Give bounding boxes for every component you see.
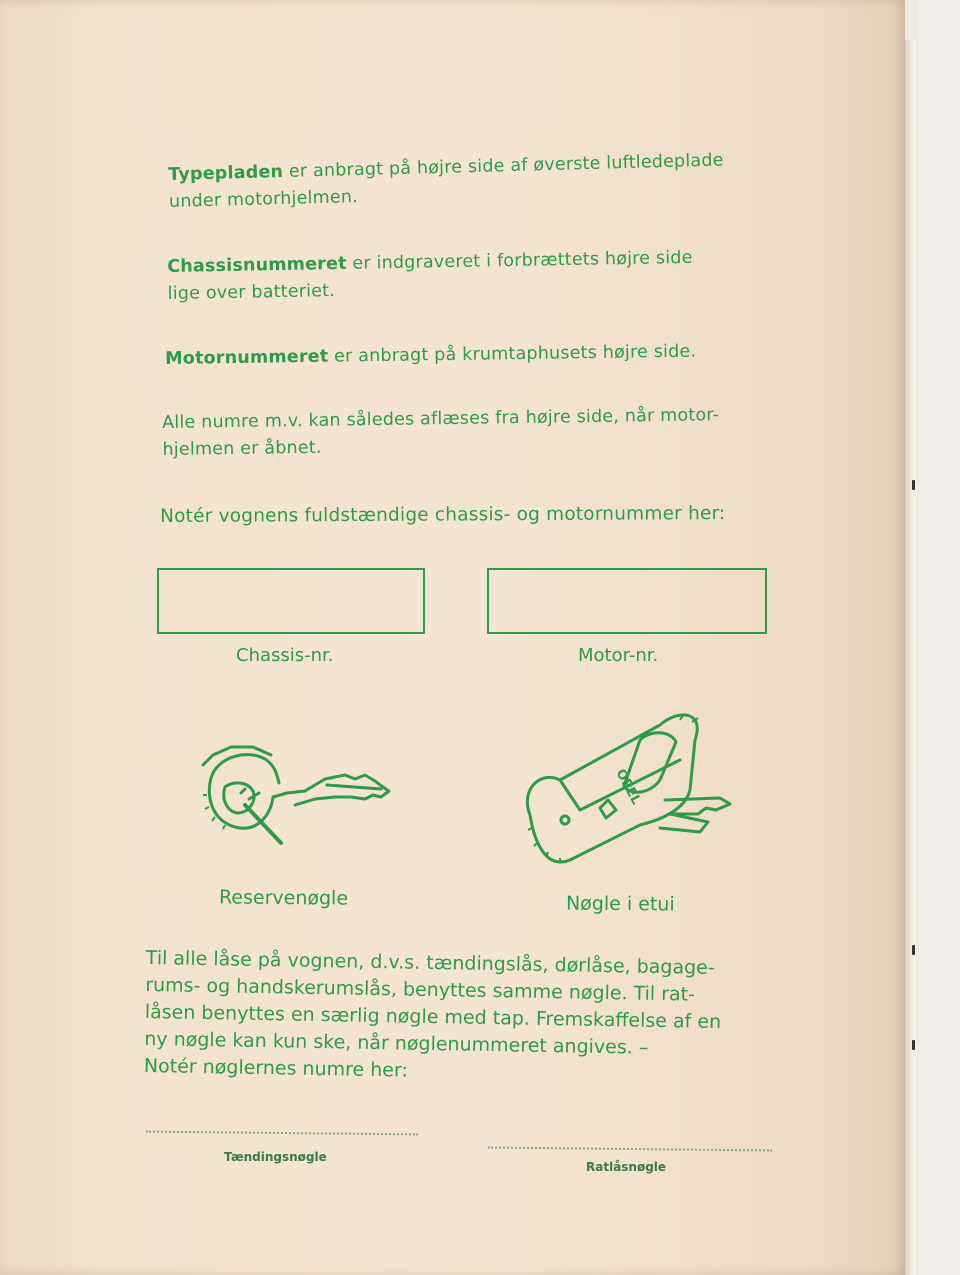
locks-line-5: Notér nøglernes numre her:: [143, 1054, 409, 1082]
chassis-number-lead: Chassisnummeret: [167, 253, 347, 277]
engine-number-paragraph: [165, 339, 696, 373]
spare-key-icon: [195, 735, 395, 845]
steering-lock-key-field[interactable]: [488, 1147, 772, 1152]
key-case-icon: [520, 700, 735, 870]
type-plate-text-2: under motorhjelmen.: [168, 187, 359, 212]
chassis-number-text-1: er indgraveret i forbrættets højre side: [346, 247, 693, 274]
chassis-number-text-2: lige over batteriet.: [167, 281, 336, 304]
chassis-number-label: Chassis-nr.: [236, 645, 334, 666]
type-plate-text-1: er anbragt på højre side af øverste luftledeplade: [282, 150, 724, 182]
motor-number-label: Motor-nr.: [578, 645, 659, 666]
note-numbers-instruction: Notér vognens fuldstændige chassis- og motornummer her:: [160, 503, 726, 527]
engine-number-lead: Motornummeret: [165, 346, 329, 369]
chassis-number-field[interactable]: [157, 568, 425, 634]
back-page: [919, 0, 960, 1275]
all-numbers-paragraph: [162, 402, 720, 464]
locks-line-1: Til alle låse på vognen, d.v.s. tændingslås, dørlåse, bagage-: [145, 946, 715, 979]
type-plate-paragraph: [168, 147, 725, 216]
ignition-key-field[interactable]: [146, 1131, 418, 1136]
key-case-caption: Nøgle i etui: [565, 892, 675, 916]
binding-stitch: [912, 480, 915, 490]
engine-number-text: er anbragt på krumtaphusets højre side.: [328, 341, 697, 367]
ignition-key-label: Tændingsnøgle: [224, 1150, 327, 1164]
locks-line-4: ny nøgle kan kun ske, når nøglenummeret angives. –: [144, 1027, 649, 1059]
binding-stitch: [912, 945, 915, 955]
booklet-spine: [905, 40, 919, 1275]
steering-lock-key-label: Ratlåsnøgle: [586, 1160, 667, 1174]
key-fob-text: OPEL: [612, 766, 644, 808]
all-numbers-line-1: Alle numre m.v. kan således aflæses fra højre side, når motor-: [162, 405, 720, 433]
locks-paragraph: [144, 945, 776, 1091]
locks-line-3: låsen benyttes en særlig nøgle med tap. Fremskaffelse af en: [144, 1000, 722, 1034]
spare-key-caption: Reservenøgle: [218, 886, 349, 910]
chassis-number-paragraph: [167, 245, 693, 308]
all-numbers-line-2: hjelmen er åbnet.: [162, 437, 322, 460]
motor-number-field[interactable]: [487, 568, 767, 634]
type-plate-lead: Typepladen: [168, 161, 284, 185]
binding-stitch: [912, 1040, 915, 1050]
locks-line-2: rums- og handskerumslås, benyttes samme nøgle. Til rat-: [145, 973, 696, 1006]
